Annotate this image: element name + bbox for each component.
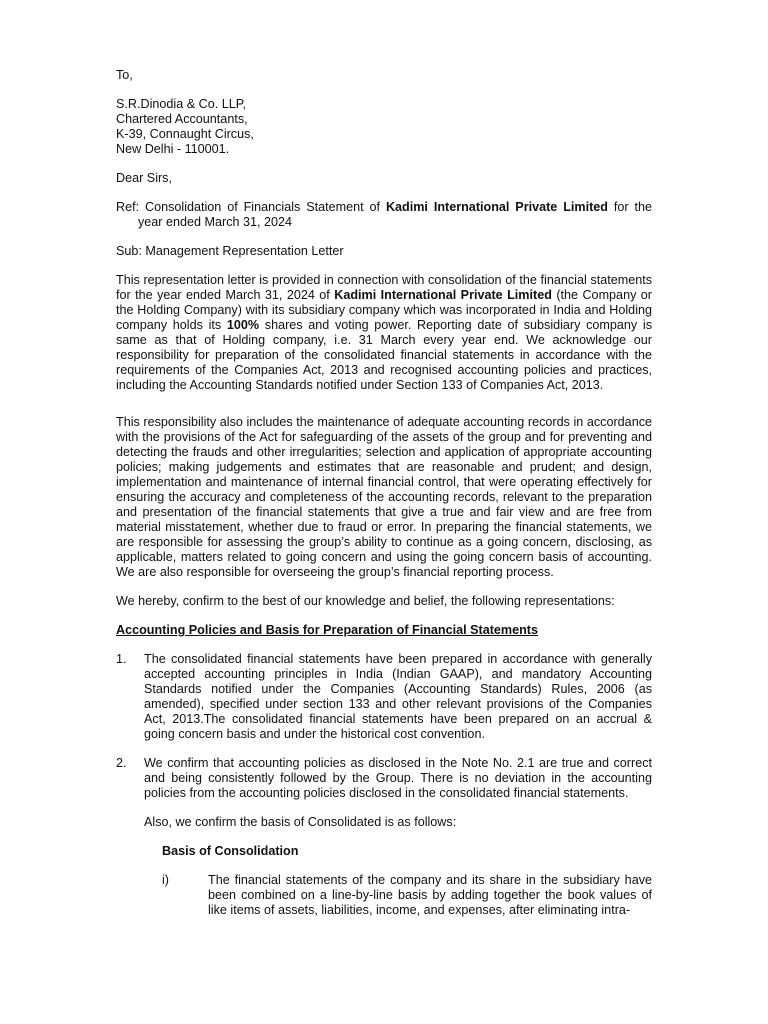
address-line: S.R.Dinodia & Co. LLP, bbox=[116, 97, 246, 111]
list-item-number: 1. bbox=[116, 652, 127, 666]
company-name: Kadimi International Private Limited bbox=[334, 288, 552, 302]
para1-text-c: shares and voting power. Reporting date of subsidiary company is same as that of Holding company, i.e. 31 March every year end. We acknowledge our responsibility for preparation of the consolidated financial statements in accordance with the requirements of the Companies Act, 2013 and recognised accounting policies and practices, including the Accounting Standards notified under Section 133 of Companies Act, 2013. bbox=[116, 318, 652, 392]
shareholding-percent: 100% bbox=[226, 318, 260, 332]
reference-line bbox=[116, 200, 652, 230]
ref-prefix: Ref: Consolidation of Financials Statement of bbox=[116, 200, 381, 214]
list-item-text: We confirm that accounting policies as disclosed in the Note No. 2.1 are true and correct and being consistently followed by the Group. There is no deviation in the accounting policies from the accounting policies disclosed in the consolidated financial statements. bbox=[144, 756, 652, 800]
address-line: K-39, Connaught Circus, bbox=[116, 127, 254, 141]
para1-text-b: (the Company or the Holding Company) with its subsidiary company which was incorporated in India and Holding company holds its bbox=[116, 288, 652, 332]
para1-text-a: This representation letter is provided in connection with consolidation of the financial statements for the year ended March 31, 2024 of bbox=[116, 273, 652, 302]
list-item bbox=[116, 756, 652, 801]
address-line: New Delhi - 110001. bbox=[116, 142, 230, 156]
sub-list-item bbox=[116, 873, 652, 918]
address-line: Chartered Accountants, bbox=[116, 112, 248, 126]
list-item-number: 2. bbox=[116, 756, 127, 770]
greeting: Dear Sirs, bbox=[116, 171, 172, 185]
paragraph-intro bbox=[116, 273, 652, 393]
subject-line: Sub: Management Representation Letter bbox=[116, 244, 344, 258]
letter-page bbox=[116, 68, 652, 918]
sub-list-item-number: i) bbox=[162, 873, 169, 887]
basis-heading: Basis of Consolidation bbox=[162, 844, 299, 858]
sub-list-item-text: The financial statements of the company and its share in the subsidiary have been combined on a line-by-line basis by adding together the book values of like items of assets, liabilities, income, and expenses, after eliminating intra- bbox=[208, 873, 652, 917]
paragraph-confirmation: We hereby, confirm to the best of our knowledge and belief, the following representations: bbox=[116, 594, 615, 608]
salutation-to: To, bbox=[116, 68, 133, 82]
list-item bbox=[116, 652, 652, 742]
also-confirm-text: Also, we confirm the basis of Consolidated is as follows: bbox=[144, 815, 457, 829]
section-heading: Accounting Policies and Basis for Preparation of Financial Statements bbox=[116, 623, 538, 637]
paragraph-responsibility: This responsibility also includes the maintenance of adequate accounting records in accordance with the provisions of the Act for safeguarding of the assets of the group and for preventing and detecting the frauds and other irregularities; selection and application of appropriate accounting policies; making judgements and estimates that are reasonable and prudent; and design, implementation and maintenance of internal financial control, that were operating effectively for ensuring the accuracy and completeness of the accounting records, relevant to the preparation and presentation of the financial statements that give a true and fair view and are free from material misstatement, whether due to fraud or error. In preparing the financial statements, we are responsible for assessing the group’s ability to continue as a going concern, disclosing, as applicable, matters related to going concern and using the going concern basis of accounting. We are also responsible for overseeing the group’s financial reporting process. bbox=[116, 415, 652, 579]
list-item-text: The consolidated financial statements have been prepared in accordance with generally accepted accounting principles in India (Indian GAAP), and mandatory Accounting Standards notified under the Companies (Accounting Standards) Rules, 2006 (as amended), specified under section 133 and other relevant provisions of the Companies Act, 2013.The consolidated financial statements have been prepared on an accrual & going concern basis and under the historical cost convention. bbox=[144, 652, 652, 741]
recipient-address bbox=[116, 97, 652, 157]
company-name: Kadimi International Private Limited bbox=[385, 200, 608, 214]
ref-suffix: for the year ended March 31, 2024 bbox=[138, 200, 653, 229]
